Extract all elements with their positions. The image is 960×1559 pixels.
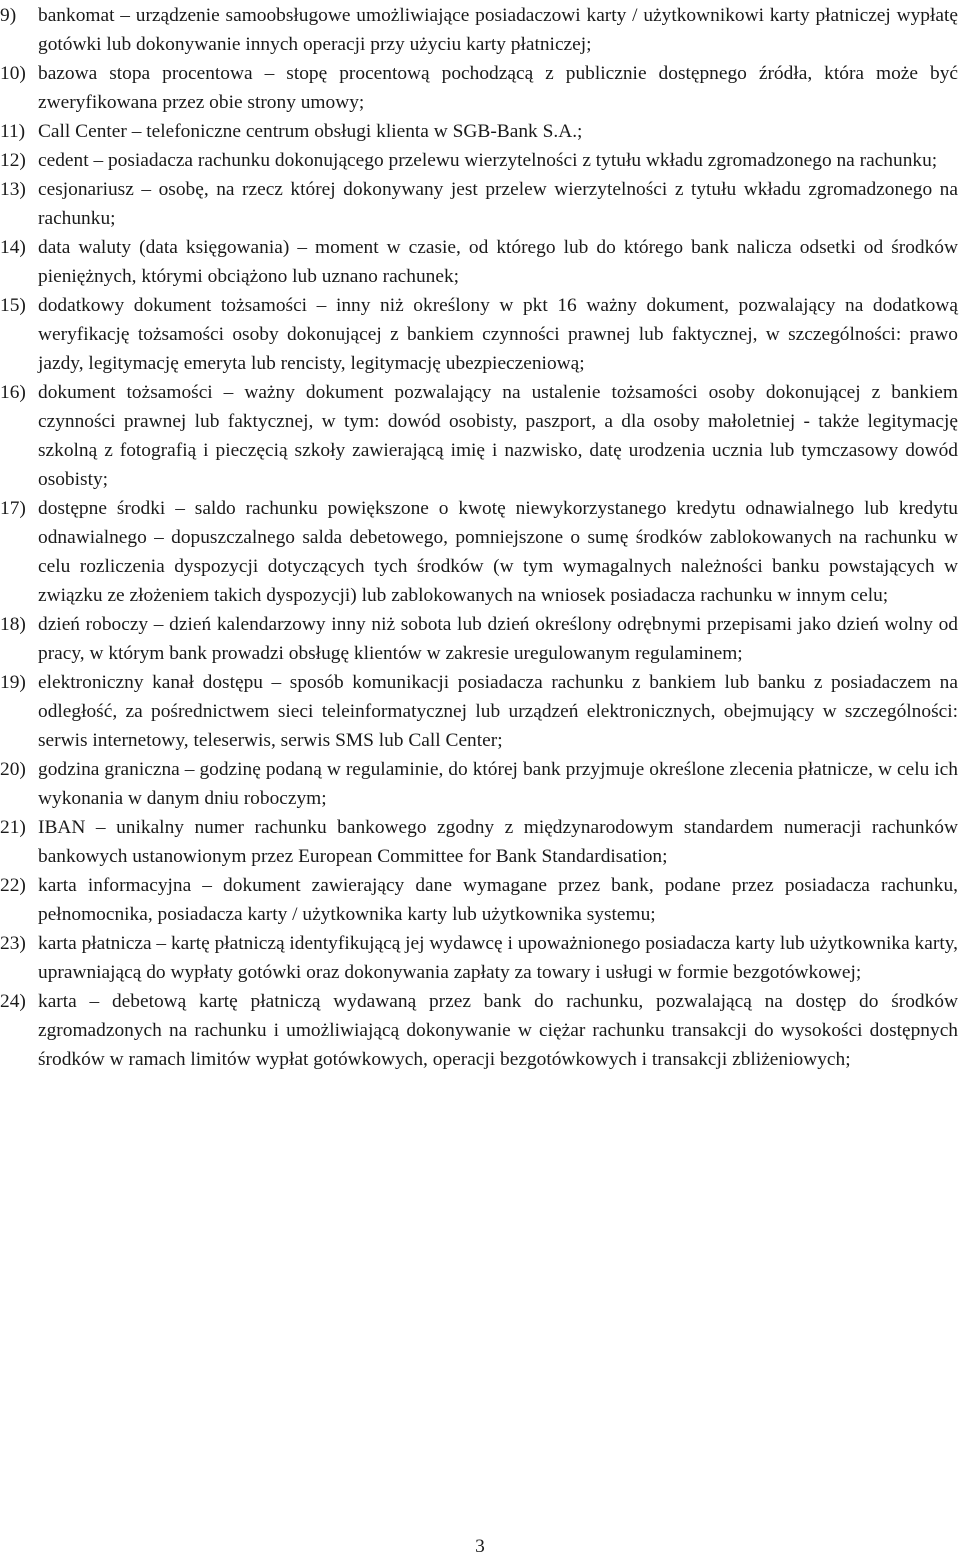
item-number: 9) (0, 5, 17, 26)
definition-item (0, 146, 958, 175)
definition-item (0, 291, 958, 378)
definition-item (0, 755, 958, 813)
definition-item (0, 929, 958, 987)
item-number: 16) (0, 382, 26, 403)
definitions-list (0, 1, 958, 1074)
item-number: 23) (0, 933, 26, 954)
item-number: 10) (0, 63, 26, 84)
page-number: 3 (475, 1536, 485, 1557)
item-number: 15) (0, 295, 26, 316)
definition-item (0, 610, 958, 668)
item-text: godzina graniczna – godzinę podaną w regulaminie, do której bank przyjmuje określone zlecenia płatnicze, w celu ich wykonania w danym dniu roboczym; (38, 759, 958, 809)
item-number: 19) (0, 672, 26, 693)
definition-item (0, 233, 958, 291)
item-number: 17) (0, 498, 26, 519)
item-text: Call Center – telefoniczne centrum obsługi klienta w SGB-Bank S.A.; (38, 121, 583, 142)
item-number: 18) (0, 614, 26, 635)
item-text: elektroniczny kanał dostępu – sposób komunikacji posiadacza rachunku z bankiem lub banku z posiadaczem na odległość, za pośrednictwem sieci teleinformatycznej lub urządzeń elektronicznych, obejmujący w szczególności: serwis internetowy, teleserwis, serwis SMS lub Call Center; (38, 672, 958, 751)
item-text: IBAN – unikalny numer rachunku bankowego zgodny z międzynarodowym standardem numeracji rachunków bankowych ustanowionym przez European Committee for Bank Standardisation; (38, 817, 958, 867)
item-text: dokument tożsamości – ważny dokument pozwalający na ustalenie tożsamości osoby dokonującej z bankiem czynności prawnej lub faktycznej, w tym: dowód osobisty, paszport, a dla osoby małoletniej - także legitymację szkolną z fotografią i pieczęcią szkoły zawierającą imię i nazwisko, datę urodzenia ucznia lub tymczasowy dowód osobisty; (38, 382, 958, 490)
item-text: karta płatnicza – kartę płatniczą identyfikującą jej wydawcę i upoważnionego posiadacza karty lub użytkownika karty, uprawniającą do wypłaty gotówki oraz dokonywania zapłaty za towary i usługi w formie bezgotówkowej; (38, 933, 958, 983)
definition-item (0, 494, 958, 610)
item-number: 21) (0, 817, 26, 838)
item-text: karta – debetową kartę płatniczą wydawaną przez bank do rachunku, pozwalającą na dostęp do środków zgromadzonych na rachunku i umożliwiającą dokonywanie w ciężar rachunku transakcji do wysokości dostępnych środków w ramach limitów wypłat gotówkowych, operacji bezgotówkowych i transakcji zbliżeniowych; (38, 991, 958, 1070)
item-text: dodatkowy dokument tożsamości – inny niż określony w pkt 16 ważny dokument, pozwalający na dodatkową weryfikację tożsamości osoby dokonującej z bankiem czynności prawnej lub faktycznej, w szczególności: prawo jazdy, legitymację emeryta lub rencisty, legitymację ubezpieczeniową; (38, 295, 958, 374)
definition-item (0, 668, 958, 755)
item-number: 11) (0, 121, 26, 142)
item-number: 14) (0, 237, 26, 258)
item-text: cedent – posiadacza rachunku dokonującego przelewu wierzytelności z tytułu wkładu zgromadzonego na rachunku; (38, 150, 938, 171)
item-text: dzień roboczy – dzień kalendarzowy inny niż sobota lub dzień określony odrębnymi przepisami jako dzień wolny od pracy, w którym bank prowadzi obsługę klientów w zakresie uregulowanym regulaminem; (38, 614, 958, 664)
item-number: 24) (0, 991, 26, 1012)
definition-item (0, 1, 958, 59)
item-number: 13) (0, 179, 26, 200)
item-text: bazowa stopa procentowa – stopę procentową pochodzącą z publicznie dostępnego źródła, która może być zweryfikowana przez obie strony umowy; (38, 63, 958, 113)
item-text: bankomat – urządzenie samoobsługowe umożliwiające posiadaczowi karty / użytkownikowi karty płatniczej wypłatę gotówki lub dokonywanie innych operacji przy użyciu karty płatniczej; (38, 5, 958, 55)
item-text: cesjonariusz – osobę, na rzecz której dokonywany jest przelew wierzytelności z tytułu wkładu zgromadzonego na rachunku; (38, 179, 958, 229)
definition-item (0, 59, 958, 117)
definition-item (0, 813, 958, 871)
definition-item (0, 378, 958, 494)
definition-item (0, 987, 958, 1074)
definition-item (0, 175, 958, 233)
item-text: dostępne środki – saldo rachunku powiększone o kwotę niewykorzystanego kredytu odnawialnego lub kredytu odnawialnego – dopuszczalnego salda debetowego, pomniejszone o sumę środków zablokowanych na rachunku w celu rozliczenia dyspozycji dotyczących tych środków (w tym wymagalnych należności banku powstających w związku ze złożeniem takich dyspozycji) lub zablokowanych na wniosek posiadacza rachunku w innym celu; (38, 498, 958, 606)
definition-item (0, 117, 958, 146)
definition-item (0, 871, 958, 929)
item-number: 22) (0, 875, 26, 896)
item-text: data waluty (data księgowania) – moment w czasie, od którego lub do którego bank nalicza odsetki od środków pieniężnych, którymi obciążono lub uznano rachunek; (38, 237, 958, 287)
item-number: 12) (0, 150, 26, 171)
item-number: 20) (0, 759, 26, 780)
item-text: karta informacyjna – dokument zawierający dane wymagane przez bank, podane przez posiadacza rachunku, pełnomocnika, posiadacza karty / użytkownika karty lub użytkownika systemu; (38, 875, 958, 925)
